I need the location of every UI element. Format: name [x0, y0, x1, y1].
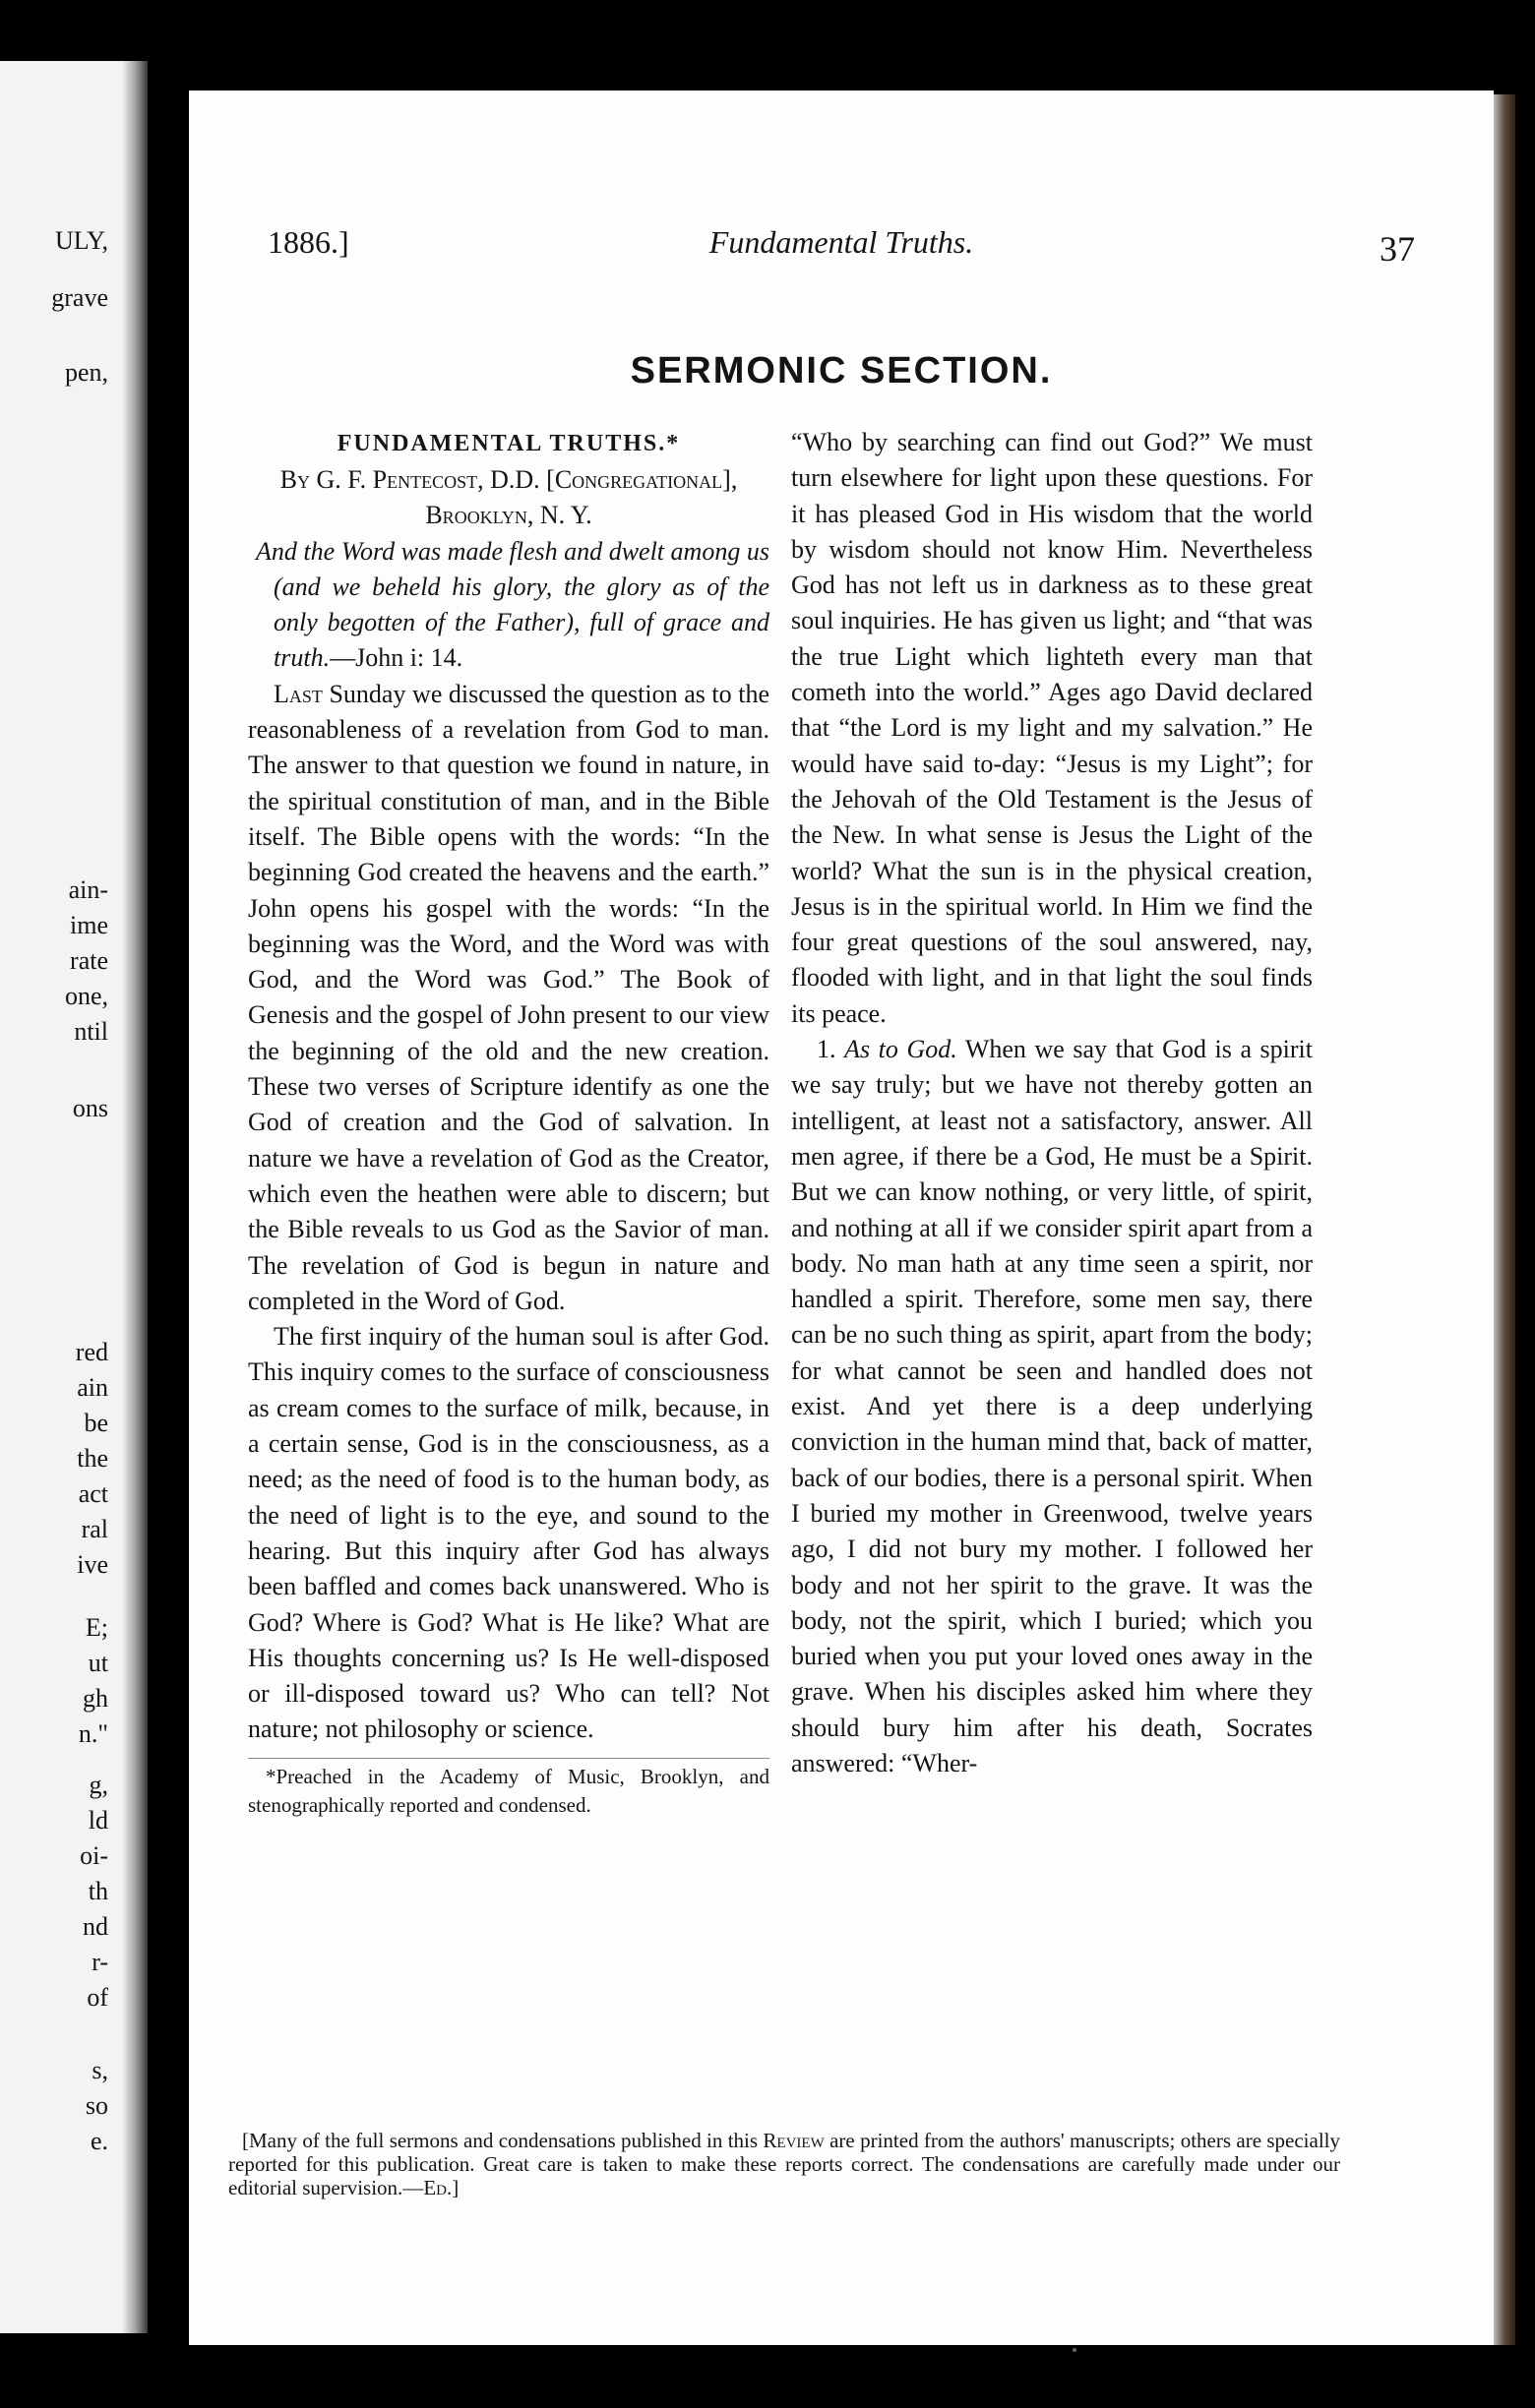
running-title: Fundamental Truths.	[708, 224, 974, 260]
left-text-fragment: nd	[83, 1912, 108, 1941]
left-text-fragment: grave	[51, 283, 108, 312]
left-text-fragment: act	[78, 1479, 108, 1508]
left-column	[248, 425, 769, 1820]
epigraph	[248, 534, 769, 677]
byline	[248, 462, 769, 534]
left-text-fragment: ral	[81, 1515, 108, 1543]
left-text-fragment: ain-	[68, 875, 108, 904]
left-text-fragment: ime	[70, 911, 108, 939]
byline-by: By	[279, 465, 310, 494]
left-text-fragment: E;	[85, 1613, 108, 1642]
paragraph-lead: Last	[274, 679, 323, 708]
editorial-text: [Many of the full sermons and condensations published in this	[242, 2129, 764, 2152]
left-text-fragment: s,	[92, 2056, 108, 2084]
paragraph-number: 1.	[817, 1035, 836, 1064]
editorial-note	[228, 2129, 1340, 2199]
left-text-fragment: ons	[72, 1094, 108, 1122]
paper-speck	[1073, 2348, 1076, 2352]
left-text-fragment: rate	[70, 946, 108, 975]
paragraph: The first inquiry of the human soul is after God. This inquiry comes to the surface of consciousness as cream comes to the surface of milk, because, in a certain sense, God is in the consciousness, as a need; as the need of food is to the human body, as the need of light is to the eye, and sound to the hearing. But this inquiry after God has always been baffled and comes back unanswered. Who is God? Where is God? What is He like? What are His thoughts concerning us? Is He well-disposed or ill-disposed toward us? Who can tell? Not nature; not philosophy or science.	[248, 1322, 769, 1744]
left-text-fragment: e.	[90, 2127, 108, 2155]
paragraph-heading: As to God.	[844, 1035, 957, 1064]
paragraph-text: When we say that God is a spirit we say truly; but we have not thereby gotten an intelligent, at least not a satisfactory, answer. All men agree, if there be a God, He must be a Spirit. But we can know nothing, or very little, of spirit, and nothing at all if we consider spirit apart from a body. No man hath at any time seen a spirit, nor handled a spirit. Therefore, some men say, there can be no such thing as spirit, apart from the body; for what cannot be seen and handled does not exist. And yet there is a deep underlying conviction in the human mind that, back of matter, back of our bodies, there is a personal spirit. When I buried my mother in Greenwood, twelve years ago, I did not bury my mother. I followed her body and not her spirit to the grave. It was the body, not the spirit, which I buried; which you buried when you put your loved ones away in the grave. When his disciples asked him where they should bury him after his death, Socrates answered: “Wher-	[791, 1035, 1314, 1777]
left-text-fragment: be	[84, 1409, 108, 1437]
page-year: 1886.]	[268, 224, 349, 260]
left-text-fragment: oi-	[80, 1841, 108, 1870]
author-name: G. F. Pentecost	[316, 465, 478, 494]
book-gutter	[122, 61, 148, 2333]
editorial-text: .]	[446, 2176, 460, 2199]
paragraph: “Who by searching can find out God?” We must turn elsewhere for light upon these questions. For it has pleased God in His wisdom that the world by wisdom should not know Him. Nevertheless God has not left us in darkness as to these great soul inquiries. He has given us light; and “that was the true Light which lighteth every man that cometh into the world.” Ages ago David declared that “the Lord is my light and my salvation.” He would have said to-day: “Jesus is my Light”; for the Jehovah of the Old Testament is the Jesus of the New. In what sense is Jesus the Light of the world? What the sun is in the physical creation, Jesus is in the spiritual world. In Him we find the four great questions of the soul answered, nay, flooded with light, and in that light the soul finds its peace.	[791, 428, 1313, 1028]
left-text-fragment: g,	[89, 1771, 108, 1799]
left-text-fragment: ntil	[74, 1017, 108, 1046]
author-city: Brooklyn	[425, 501, 527, 530]
editor-abbrev: Ed	[423, 2176, 447, 2199]
left-text-fragment: so	[85, 2091, 108, 2120]
page-number: 37	[1380, 229, 1415, 269]
right-column	[791, 425, 1313, 1781]
left-text-fragment: the	[77, 1444, 108, 1473]
left-text-fragment: th	[88, 1877, 108, 1905]
author-denomination: Congregational	[554, 465, 723, 494]
left-text-fragment: gh	[83, 1684, 108, 1713]
footnote: *Preached in the Academy of Music, Brooklyn, and stenographically reported and condensed.	[248, 1758, 769, 1820]
paragraph-text: Sunday we discussed the question as to the reasonableness of a revelation from God to man. The answer to that question we found in nature, in the spiritual constitution of man, and in the Bible itself. The Bible opens with the words: “In the beginning God created the heavens and the earth.” John opens his gospel with the words: “In the beginning was the Word, and the Word was with God, and the Word was God.” The Book of Genesis and the gospel of John present to our view the beginning of the old and the new creation. These two verses of Scripture identify as one the God of creation and the God of salvation. In nature we have a revelation of God as the Creator, which even the heathen were able to discern; but the Bible reveals to us God as the Savior of man. The revelation of God is begun in nature and completed in the Word of God.	[248, 679, 769, 1315]
paragraph	[791, 1032, 1313, 1781]
article-title: FUNDAMENTAL TRUTHS.*	[337, 431, 681, 456]
page	[189, 90, 1494, 2345]
left-text-fragment: red	[75, 1338, 108, 1366]
left-text-fragment: ain	[77, 1373, 108, 1402]
paragraph	[248, 677, 769, 1319]
epigraph-text: And the Word was made flesh and dwelt among us (and we beheld his glory, the glory as of the only begotten of the Father), full of grace and truth.	[256, 536, 769, 673]
author-degree: , D.D. [	[477, 465, 555, 494]
left-text-fragment: ut	[88, 1649, 108, 1677]
page-edge	[1494, 94, 1515, 2345]
section-title: SERMONIC SECTION.	[630, 350, 1053, 391]
left-text-fragment: r-	[92, 1948, 108, 1976]
byline-bracket: ],	[722, 465, 738, 494]
left-text-fragment: one,	[64, 982, 108, 1010]
review-name: Review	[763, 2129, 825, 2152]
author-state: , N. Y.	[526, 501, 592, 530]
left-text-fragment: ld	[88, 1806, 108, 1835]
left-text-fragment: pen,	[64, 358, 108, 387]
left-text-fragment: ive	[77, 1550, 108, 1579]
left-text-fragment: ULY,	[55, 226, 108, 255]
left-text-fragment: of	[87, 1983, 108, 2012]
editorial-text: are printed from the authors' manuscripts; others are specially reported for this publication. Great care is taken to make these reports correct. The condensations are carefully made under our editorial supervision.—	[228, 2129, 1340, 2199]
left-page-fragment	[0, 61, 148, 2333]
epigraph-reference: —John i: 14.	[330, 643, 463, 673]
left-text-fragment: n."	[78, 1719, 108, 1748]
